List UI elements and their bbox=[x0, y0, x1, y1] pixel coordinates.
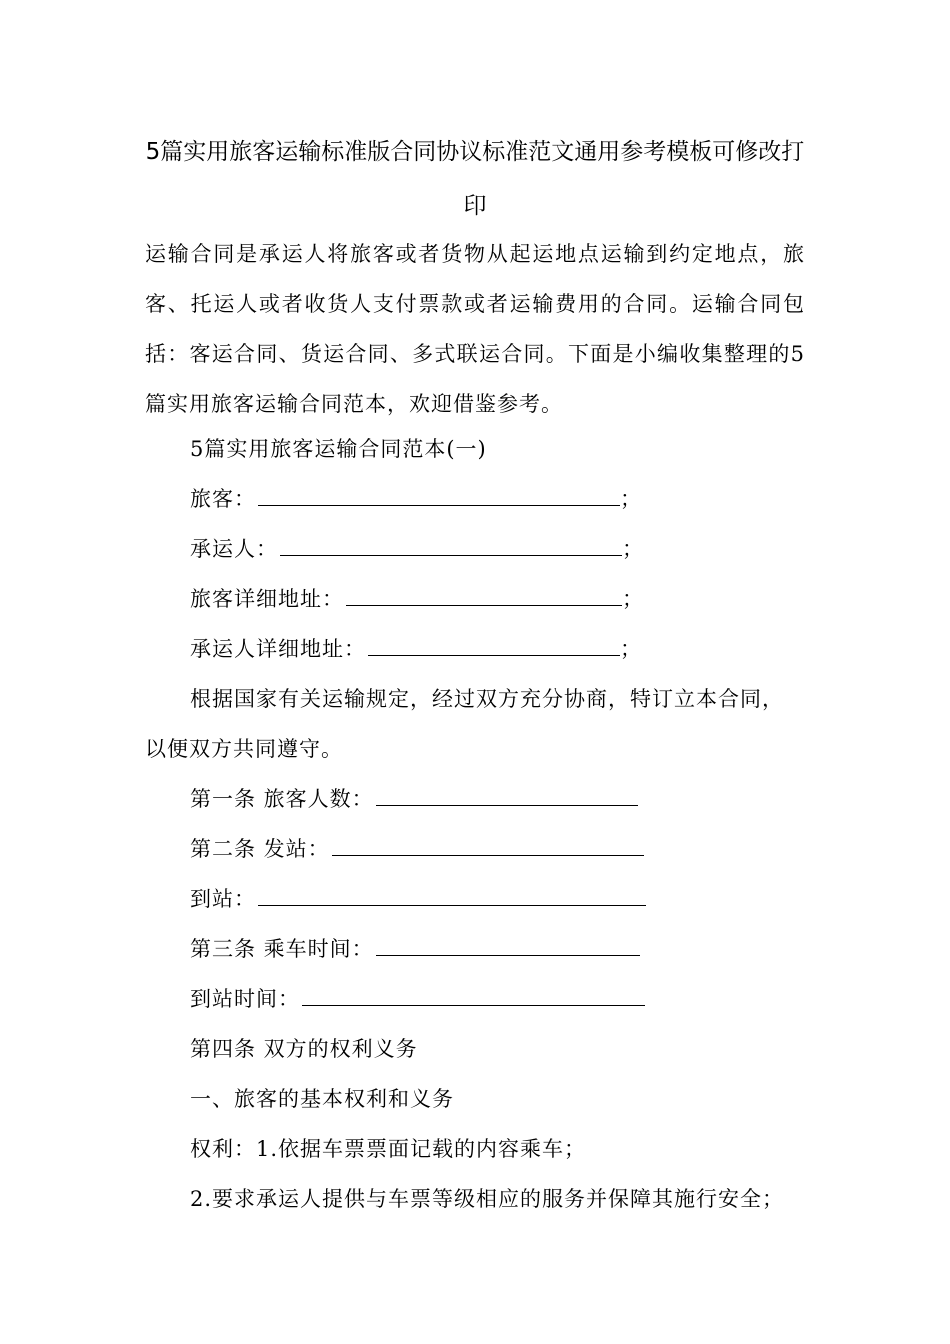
article-1-label: 第一条 旅客人数： bbox=[190, 787, 374, 811]
passenger-address-label: 旅客详细地址： bbox=[190, 587, 344, 611]
passenger-blank bbox=[258, 485, 620, 506]
article-1 bbox=[190, 784, 638, 814]
carrier-field bbox=[190, 534, 644, 564]
carrier-address-label: 承运人详细地址： bbox=[190, 637, 366, 661]
passenger-field bbox=[190, 484, 642, 514]
passenger-label: 旅客： bbox=[190, 487, 256, 511]
arrival-station-blank bbox=[258, 885, 646, 906]
article-3 bbox=[190, 934, 640, 964]
article-3-label: 第三条 乘车时间： bbox=[190, 937, 374, 961]
article-4: 第四条 双方的权利义务 bbox=[190, 1037, 418, 1061]
passenger-count-blank bbox=[376, 785, 638, 806]
document-title bbox=[145, 125, 805, 233]
arrival-time-blank bbox=[302, 985, 645, 1006]
boarding-time-blank bbox=[376, 935, 640, 956]
arrival-time bbox=[190, 984, 645, 1014]
intro-paragraph: 运输合同是承运人将旅客或者货物从起运地点运输到约定地点，旅客、托运人或者收货人支付票款或者运输费用的合同。运输合同包括：客运合同、货运合同、多式联运合同。下面是小编收集整理的5篇实用旅客运输合同范本，欢迎借鉴参考。 bbox=[145, 242, 805, 416]
passenger-address-field bbox=[190, 584, 644, 614]
departure-station-blank bbox=[332, 835, 644, 856]
arrival-time-label: 到站时间： bbox=[190, 987, 300, 1011]
article-2 bbox=[190, 834, 644, 864]
part-1-heading: 一、旅客的基本权利和义务 bbox=[190, 1087, 454, 1111]
passenger-address-blank bbox=[346, 585, 622, 606]
title-line-2: 印 bbox=[463, 193, 487, 219]
agreement-line-2: 以便双方共同遵守。 bbox=[145, 737, 343, 761]
section-heading: 5篇实用旅客运输合同范本(一) bbox=[190, 437, 487, 461]
article-2-label: 第二条 发站： bbox=[190, 837, 330, 861]
end-mark: ； bbox=[622, 537, 644, 561]
arrival-station-label: 到站： bbox=[190, 887, 256, 911]
end-mark: ； bbox=[620, 637, 642, 661]
carrier-address-field bbox=[190, 634, 642, 664]
agreement-line-1: 根据国家有关运输规定，经过双方充分协商，特订立本合同， bbox=[190, 687, 784, 711]
end-mark: ； bbox=[620, 487, 642, 511]
carrier-label: 承运人： bbox=[190, 537, 278, 561]
arrival-station bbox=[190, 884, 646, 914]
title-line-1: 5篇实用旅客运输标准版合同协议标准范文通用参考模板可修改打 bbox=[145, 139, 805, 165]
right-2: 2.要求承运人提供与车票等级相应的服务并保障其施行安全； bbox=[190, 1187, 785, 1211]
carrier-blank bbox=[280, 535, 622, 556]
right-1: 权利：1.依据车票票面记载的内容乘车； bbox=[190, 1137, 587, 1161]
end-mark: ； bbox=[622, 587, 644, 611]
carrier-address-blank bbox=[368, 635, 620, 656]
